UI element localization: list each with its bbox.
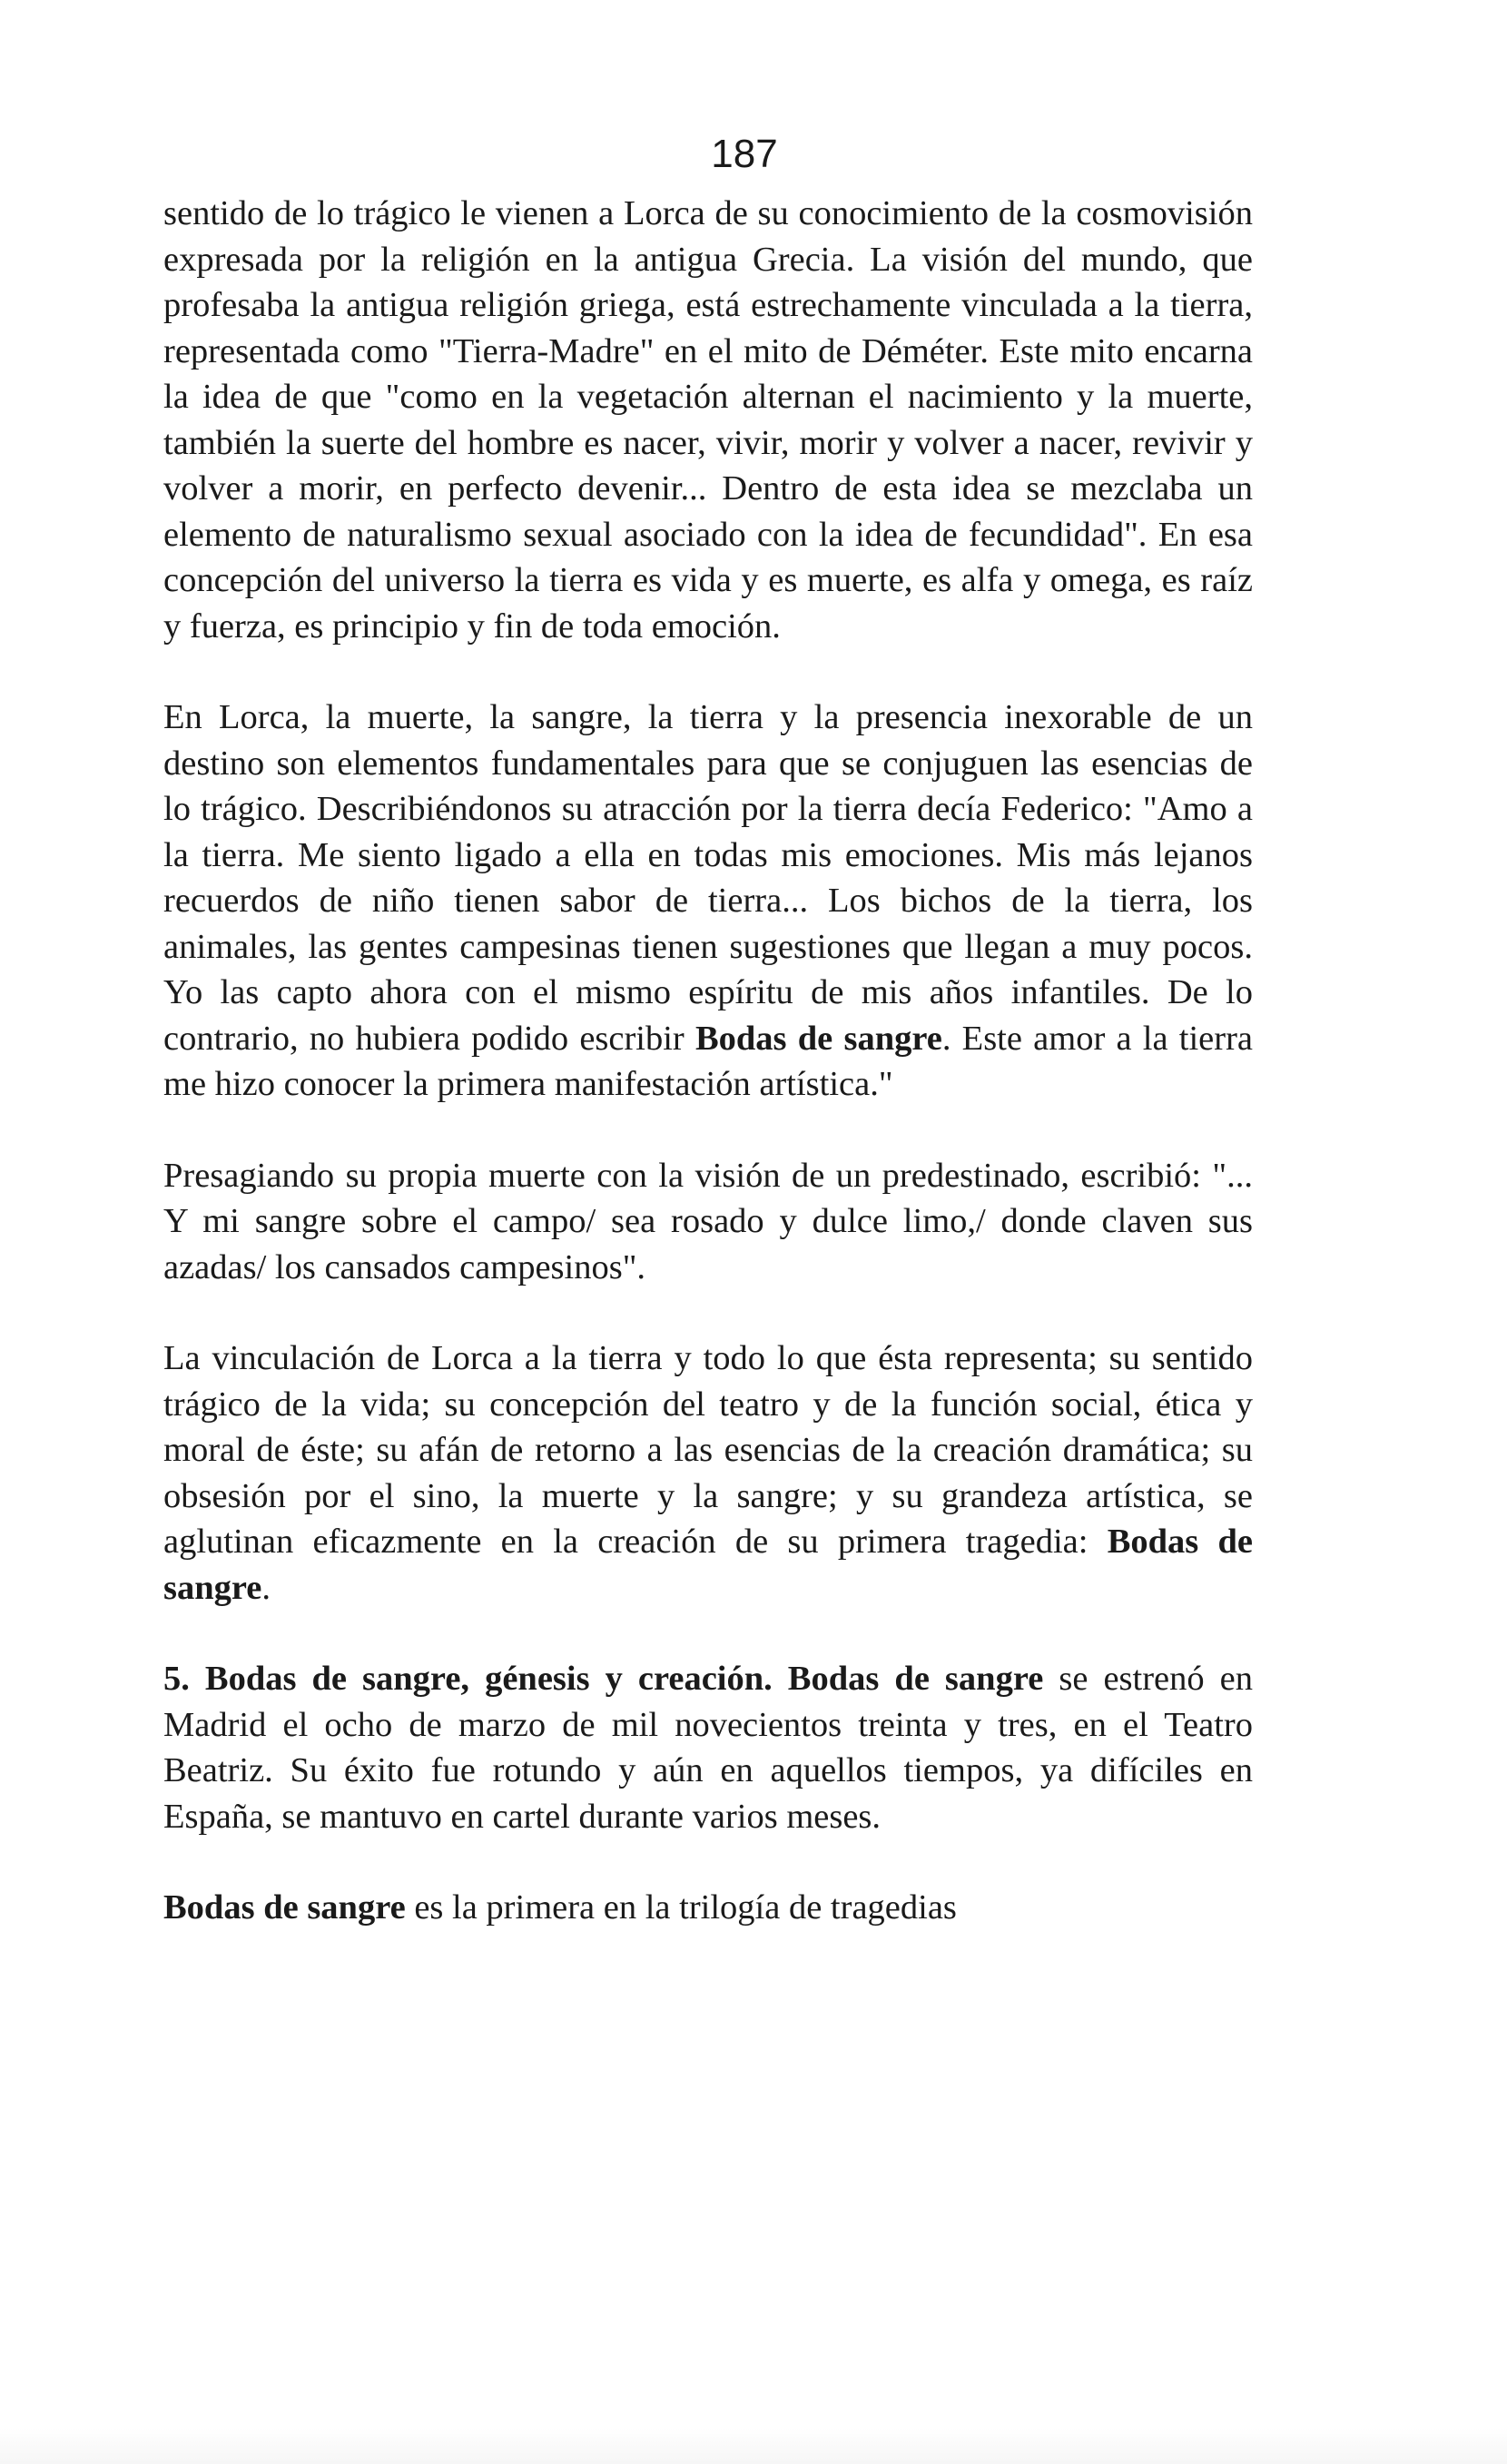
text-segment: es la primera en la trilogía de tragedias: [405, 1888, 957, 1927]
document-page: [163, 127, 1253, 1976]
text-segment: . Este amor a la tierra me hizo conocer la primera manifestación artística.": [163, 1019, 1253, 1103]
text-segment: En Lorca, la muerte, la sangre, la tierra y la presencia inexorable de un destino son elementos fundamentales para que se conjuguen las esencias de lo trágico. Describiéndonos su atracción por la tierra decía Federico: "Amo a la tierra. Me siento ligado a ella en todas mis emociones. Mis más lejanos recuerdos de niño tienen sabor de tierra... Los bichos de la tierra, los animales, las gentes campesinas tienen sugestiones que llegan a muy pocos. Yo las capto ahora con el mismo espíritu de mis años infantiles. De lo contrario, no hubiera podido escribir: [163, 698, 1253, 1058]
text-segment: sentido de lo trágico le vienen a Lorca de su conocimiento de la cosmovisión expresada por la religión en la antigua Grecia. La visión del mundo, que profesaba la antigua religión griega, está estrechamente vinculada a la tierra, representada como "Tierra-Madre" en el mito de Déméter. Este mito encarna la idea de que "como en la vegetación alternan el nacimiento y la muerte, también la suerte del hombre es nacer, vivir, morir y volver a nacer, revivir y volver a morir, en perfecto devenir... Dentro de esta idea se mezclaba un elemento de naturalismo sexual asociado con la idea de fecundidad". En esa concepción del universo la tierra es vida y es muerte, es alfa y omega, es raíz y fuerza, es principio y fin de toda emoción.: [163, 194, 1253, 646]
paragraph-presagiando: [163, 1153, 1253, 1291]
paragraph-lorca-tierra: [163, 695, 1253, 1108]
text-segment: La vinculación de Lorca a la tierra y todo lo que ésta representa; su sentido trágico de la vida; su concepción del teatro y de la función social, ética y moral de éste; su afán de retorno a las esencias de la creación dramática; su obsesión por el sino, la muerte y la sangre; y su grandeza artística, se aglutinan eficazmente en la creación de su primera tragedia:: [163, 1339, 1253, 1561]
text-segment: .: [261, 1568, 271, 1607]
work-title-bold: Bodas de sangre: [694, 1019, 942, 1058]
text-segment: se estrenó en Madrid el ocho de marzo de mil novecientos treinta y tres, en el Teatro Beatriz. Su éxito fue rotundo y aún en aquellos tiempos, ya difíciles en España, se mantuvo en cartel durante varios meses.: [163, 1660, 1253, 1836]
work-title-bold: Bodas de sangre: [163, 1888, 406, 1927]
paragraph-trilogia: [163, 1885, 1253, 1931]
page-number: 187: [711, 132, 778, 176]
paragraph-greek-cosmovision: [163, 191, 1253, 649]
paragraph-section-5-heading: [163, 1656, 1253, 1839]
scan-bottom-edge: [0, 2428, 1507, 2464]
section-heading-bold: 5. Bodas de sangre, génesis y creación. Bodas de sangre: [163, 1660, 1044, 1698]
text-segment: Presagiando su propia muerte con la visión de un predestinado, escribió: "... Y mi sangre sobre el campo/ sea rosado y dulce limo,/ donde claven sus azadas/ los cansados campesinos".: [163, 1156, 1253, 1286]
paragraph-vinculacion: [163, 1335, 1253, 1611]
work-title-bold: Bodas de sangre: [163, 1523, 1254, 1607]
